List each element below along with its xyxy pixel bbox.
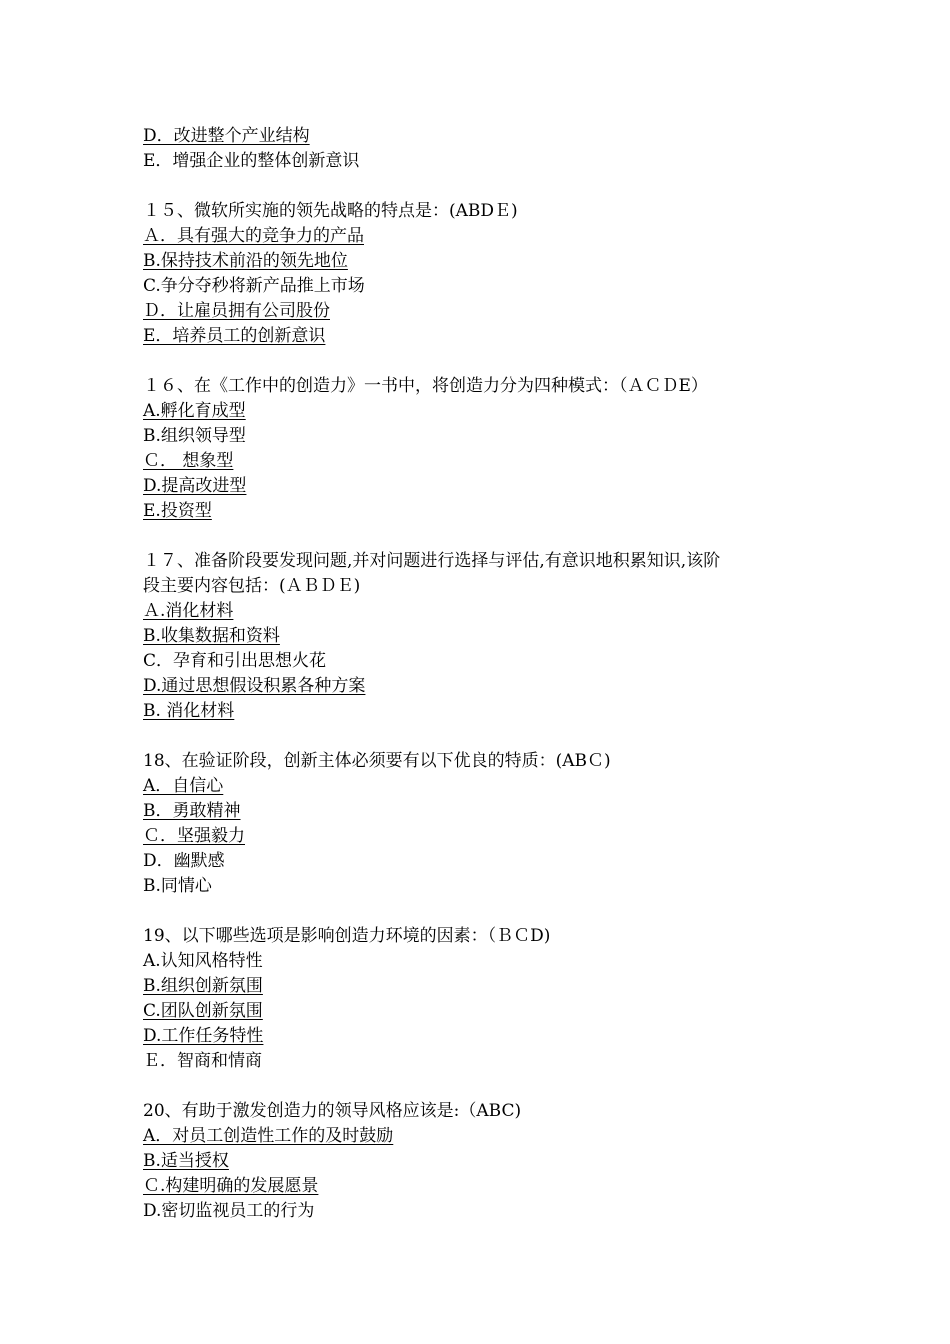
q15-option-a: Ａ．具有强大的竞争力的产品 (143, 226, 364, 246)
q17-option-a: Ａ.消化材料 (143, 601, 234, 621)
option-d: D．改进整个产业结构 (143, 126, 310, 146)
question-15: １５、微软所实施的领先战略的特点是：(ABDＥ) (143, 201, 518, 221)
q19-option-d: D.工作任务特性 (143, 1026, 264, 1046)
q19-option-c: C.团队创新氛围 (143, 1001, 263, 1021)
q18-option-c: Ｃ．坚强毅力 (143, 826, 245, 846)
question-17-line-1: １７、准备阶段要发现问题,并对问题进行选择与评估,有意识地积累知识,该阶 (143, 551, 721, 571)
q17-option-d: D.通过思想假设积累各种方案 (143, 676, 366, 696)
q18-option-b: B．勇敢精神 (143, 801, 241, 821)
q18-option-e: B.同情心 (143, 876, 212, 896)
q15-option-c: C.争分夺秒将新产品推上市场 (143, 276, 365, 296)
q16-option-b: B.组织领导型 (143, 426, 246, 446)
q15-option-b: B.保持技术前沿的领先地位 (143, 251, 348, 271)
q15-option-d: Ｄ．让雇员拥有公司股份 (143, 301, 330, 321)
q16-option-a: A.孵化育成型 (143, 401, 246, 421)
question-20: 20、有助于激发创造力的领导风格应该是:（ABC) (143, 1101, 522, 1121)
q17-option-c: C．孕育和引出思想火花 (143, 651, 327, 671)
q17-option-e: B. 消化材料 (143, 701, 235, 721)
q15-option-e: E．培养员工的创新意识 (143, 326, 326, 346)
question-19: 19、以下哪些选项是影响创造力环境的因素：（ＢＣD) (143, 926, 551, 946)
q19-option-b: B.组织创新氛围 (143, 976, 263, 996)
q20-option-b: B.适当授权 (143, 1151, 229, 1171)
q17-option-b: B.收集数据和资料 (143, 626, 280, 646)
q20-option-d: D.密切监视员工的行为 (143, 1201, 315, 1221)
page-content (143, 124, 823, 1224)
q18-option-d: D．幽默感 (143, 851, 225, 871)
question-17-line-2: 段主要内容包括：(ＡＢＤＥ) (143, 576, 361, 596)
q16-option-d: D.提高改进型 (143, 476, 247, 496)
q16-option-e: E.投资型 (143, 501, 212, 521)
q16-option-c: Ｃ． 想象型 (143, 451, 234, 471)
q18-option-a: A．自信心 (143, 776, 224, 796)
q19-option-a: A.认知风格特性 (143, 951, 263, 971)
question-16: １６、在《工作中的创造力》一书中，将创造力分为四种模式：（ＡＣＤE） (143, 376, 708, 396)
option-e: E．增强企业的整体创新意识 (143, 151, 360, 171)
q20-option-c: Ｃ.构建明确的发展愿景 (143, 1176, 319, 1196)
question-18: 18、在验证阶段，创新主体必须要有以下优良的特质：(ABＣ) (143, 751, 611, 771)
q20-option-a: A．对员工创造性工作的及时鼓励 (143, 1126, 394, 1146)
q19-option-e: Ｅ．智商和情商 (143, 1051, 262, 1071)
